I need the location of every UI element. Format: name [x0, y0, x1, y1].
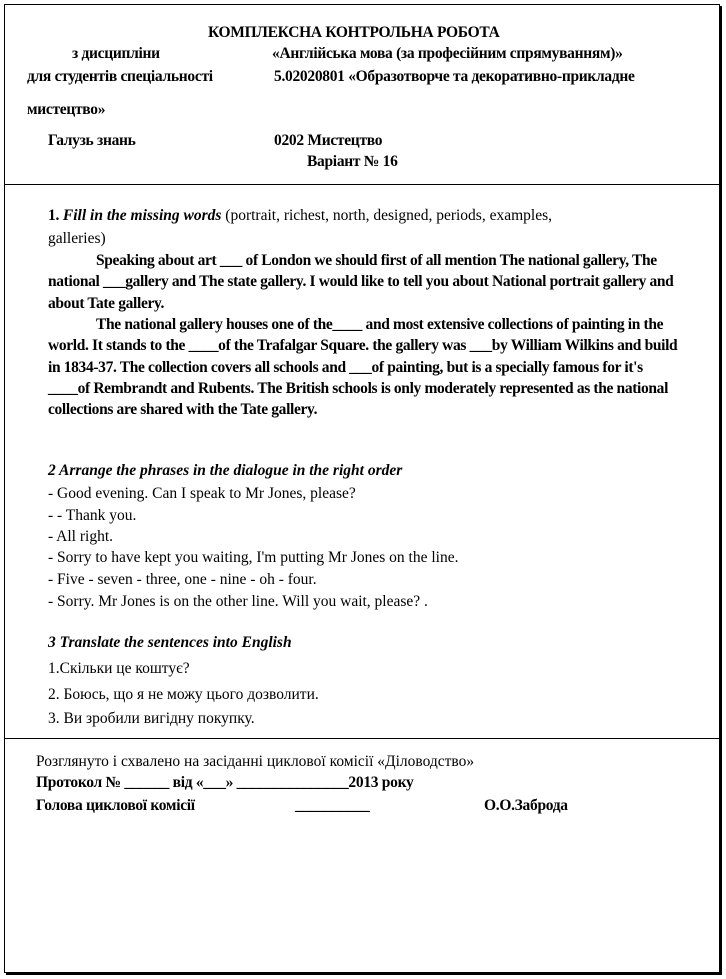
task2-line: - Good evening. Can I speak to Mr Jones, please? — [48, 485, 356, 502]
task1-words: (portrait, richest, north, designed, periods, examples, — [225, 207, 552, 224]
approval-text: Розглянуто і схвалено на засіданні циклової комісії «Діловодство» — [36, 753, 475, 770]
protocol-line: Протокол № ______ від «___» _______________2013 року — [36, 774, 414, 791]
task3-title: 3 Translate the sentences into English — [48, 634, 292, 651]
signature-line: __________ — [295, 797, 370, 814]
task1-title: Fill in the missing words — [62, 207, 222, 224]
document-title: КОМПЛЕКСНА КОНТРОЛЬНА РОБОТА — [208, 24, 500, 41]
task2-line: - Sorry. Mr Jones is on the other line. Will you wait, please? . — [48, 593, 428, 610]
task1-words-cont: galleries) — [48, 230, 106, 247]
task3-line: 2. Боюсь, що я не можу цього дозволити. — [48, 686, 319, 703]
task2-title: 2 Arrange the phrases in the dialogue in the right order — [48, 462, 403, 479]
commission-head-label: Голова циклової комісії — [36, 797, 195, 814]
task2-line: - Five - seven - three, one - nine - oh - four. — [48, 571, 317, 588]
task2-line: - Sorry to have kept you waiting, I'm putting Mr Jones on the line. — [48, 549, 459, 566]
field-value: 0202 Мистецтво — [274, 132, 383, 149]
task1-paragraph-2 — [48, 314, 688, 420]
task1-heading — [48, 207, 552, 225]
specialty-value: 5.02020801 «Образотворче та декоративно-прикладне — [274, 68, 635, 85]
header-divider — [4, 184, 720, 185]
task2-line: - - Thank you. — [48, 507, 137, 524]
task1-number: 1. — [48, 207, 60, 224]
discipline-label: з дисципліни — [72, 45, 160, 62]
task1-paragraph-1 — [48, 250, 688, 314]
task2-line: - All right. — [48, 528, 114, 545]
discipline-value: «Англійська мова (за професійним спрямуванням)» — [272, 45, 623, 62]
variant-label: Варіант № 16 — [307, 153, 398, 170]
footer-divider — [4, 738, 720, 739]
specialty-label: для студентів спеціальності — [27, 68, 213, 85]
task3-line: 1.Скільки це коштує? — [48, 660, 190, 677]
specialty-value-cont: мистецтво» — [27, 101, 106, 118]
task1-paragraph-2-text: The national gallery houses one of the____ and most extensive collections of painting in the world. It stands to the ____of the Trafalgar Square. the gallery was ___by William Wilkins and build in 1834-37. The collection covers all schools and ___of painting, but is a specially famous for it's ____of Rembrandt and Rubents. The British schools is only moderately represented as the national collections are shared with the Tate gallery. — [48, 316, 678, 419]
task3-line: 3. Ви зробили вигідну покупку. — [48, 710, 255, 727]
task1-paragraph-1-text: Speaking about art ___ of London we should first of all mention The national gallery, The national ___gallery and The state gallery. I would like to tell you about National portrait gallery and about Tate gallery. — [48, 252, 674, 312]
field-label: Галузь знань — [48, 132, 136, 149]
commission-head-name: О.О.Заброда — [484, 797, 568, 814]
